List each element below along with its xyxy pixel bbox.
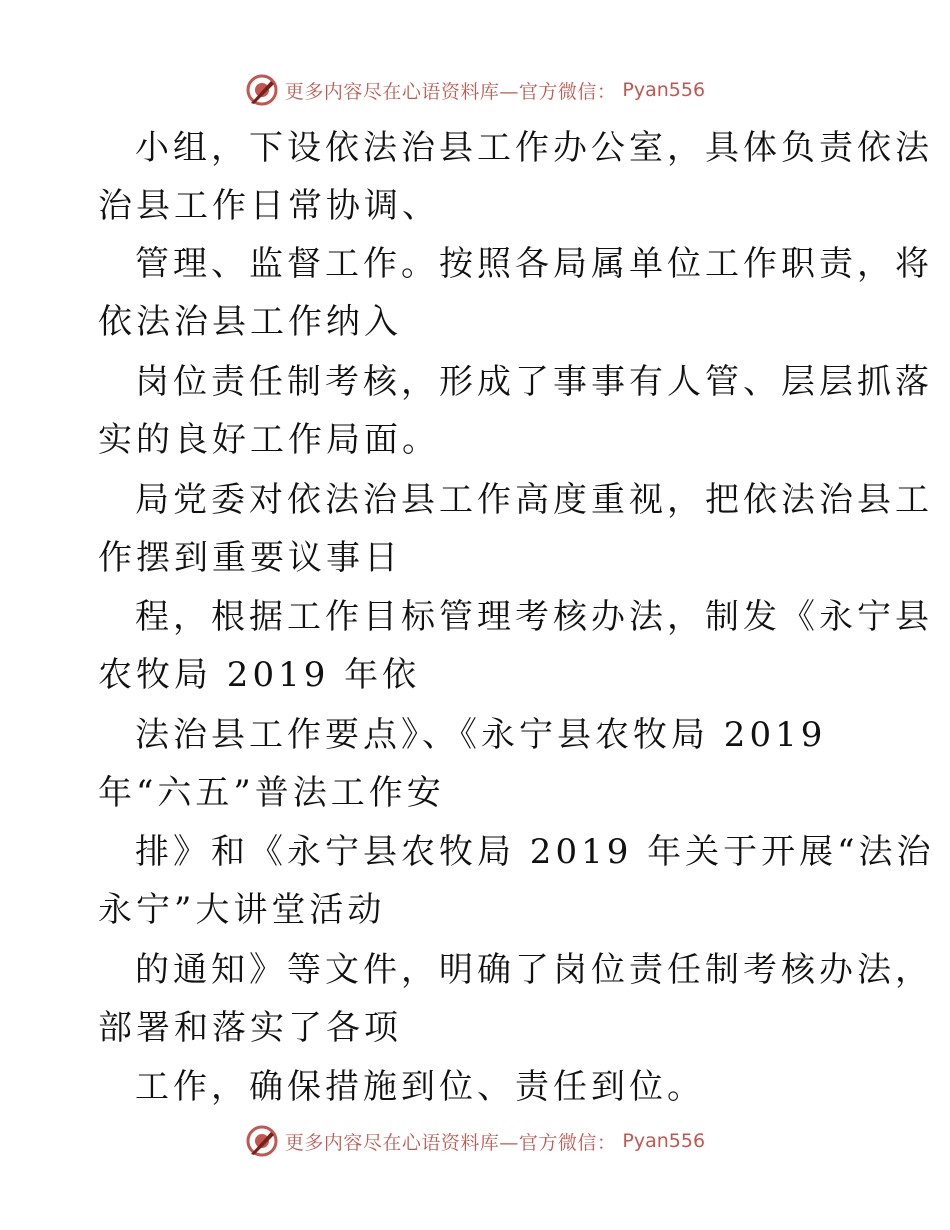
- body-line: 部署和落实了各项: [98, 1008, 402, 1048]
- body-line: 工作，确保措施到位、责任到位。: [135, 1067, 705, 1107]
- body-line: 排》和《永宁县农牧局 2019 年关于开展“法治: [135, 832, 935, 872]
- body-line: 法治县工作要点》、《永宁县农牧局 2019: [135, 715, 827, 755]
- body-line: 作摆到重要议事日: [98, 538, 402, 578]
- body-line: 农牧局 2019 年依: [98, 655, 421, 695]
- body-line: 的通知》等文件，明确了岗位责任制考核办法，: [135, 950, 933, 990]
- body-line: 岗位责任制考核，形成了事事有人管、层层抓落: [135, 362, 933, 402]
- body-line: 管理、监督工作。按照各局属单位工作职责，将: [135, 244, 933, 284]
- body-line: 年“六五”普法工作安: [98, 773, 445, 813]
- body-line: 程，根据工作目标管理考核办法，制发《永宁县: [135, 597, 933, 637]
- body-line: 实的良好工作局面。: [98, 420, 440, 460]
- watermark-id: Pyan556: [622, 79, 706, 101]
- header-watermark: [0, 70, 950, 110]
- quill-seal-icon: [245, 73, 279, 107]
- watermark-id: Pyan556: [622, 1130, 706, 1152]
- quill-seal-icon: [245, 1124, 279, 1158]
- body-line: 治县工作日常协调、: [98, 186, 440, 226]
- body-line: 局党委对依法治县工作高度重视，把依法治县工: [135, 480, 933, 520]
- watermark-text: 更多内容尽在心语资料库—官方微信：: [284, 80, 617, 103]
- body-line: 依法治县工作纳入: [98, 302, 402, 342]
- footer-watermark: [0, 1121, 950, 1161]
- body-line: 小组，下设依法治县工作办公室，具体负责依法: [135, 128, 933, 168]
- watermark-text: 更多内容尽在心语资料库—官方微信：: [284, 1131, 617, 1154]
- body-line: 永宁”大讲堂活动: [98, 890, 386, 930]
